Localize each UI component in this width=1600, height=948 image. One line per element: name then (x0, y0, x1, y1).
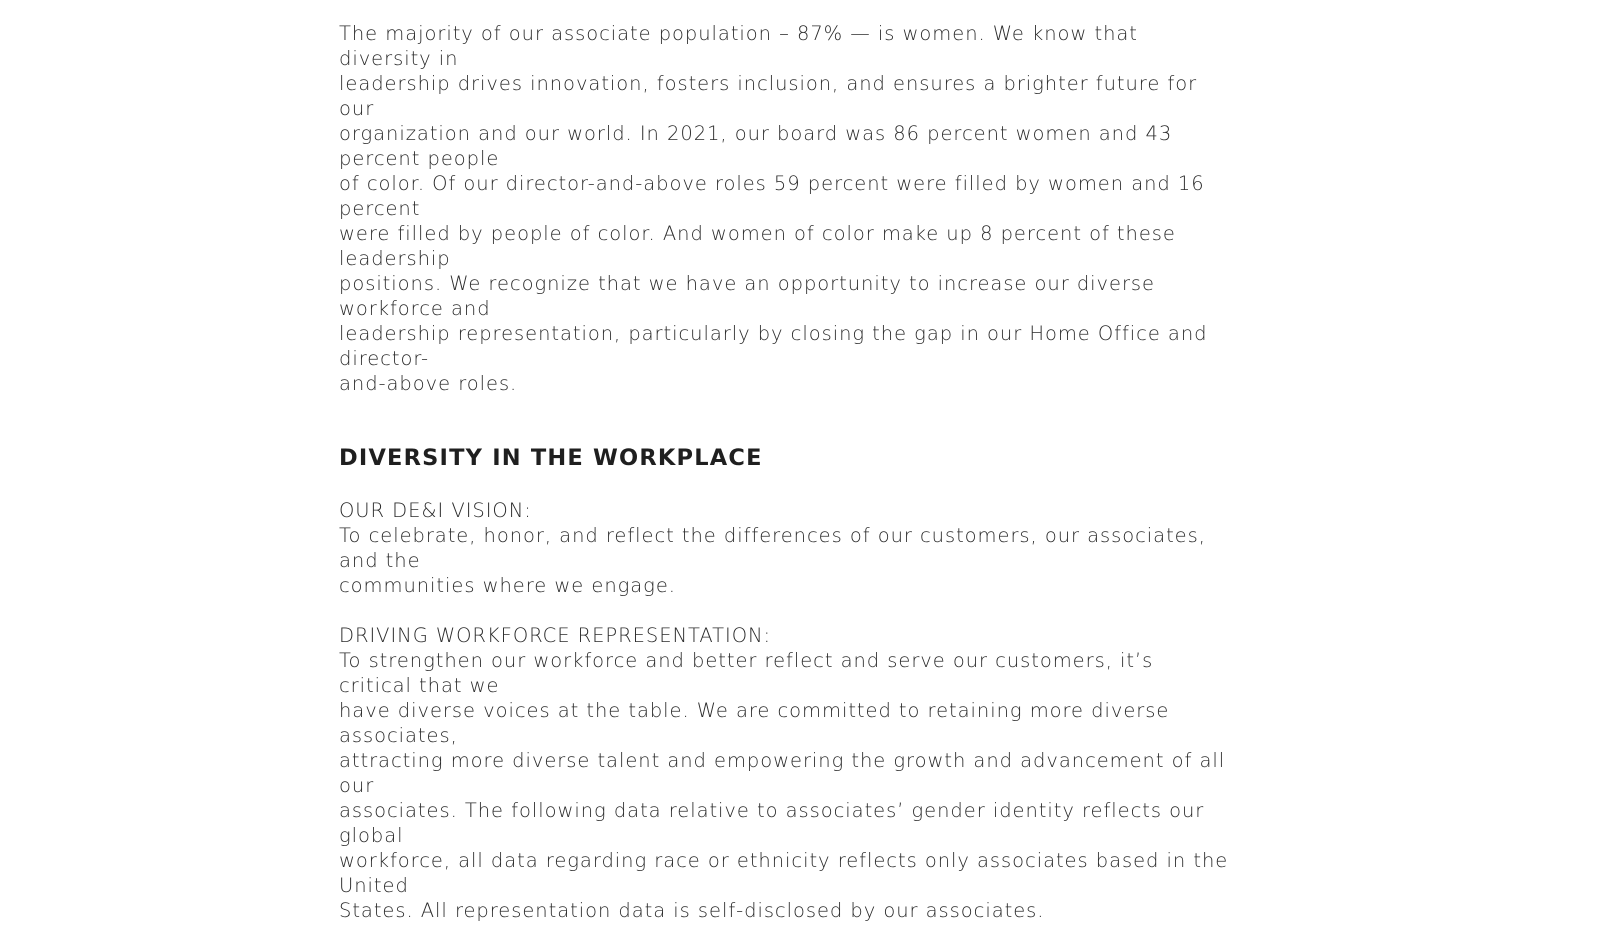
representation-block (339, 623, 1229, 923)
intro-paragraph: The majority of our associate population – 87% — is women. We know that diversity in leadership drives innovation, fosters inclusion, and ensures a brighter future for our organization and our world. In 2021, our board was 86 percent women and 43 percent people of color. Of our director-and-above roles 59 percent were filled by women and 16 percent were filled by people of color. And women of color make up 8 percent of these leadership positions. We recognize that we have an opportunity to increase our diverse workforce and leadership representation, particularly by closing the gap in our Home Office and director- and-above roles. (339, 22, 1208, 395)
vision-label: OUR DE&I VISION: (339, 499, 532, 522)
vision-block (339, 498, 1229, 598)
representation-text: To strengthen our workforce and better reflect and serve our customers, it’s critical that we have diverse voices at the table. We are committed to retaining more diverse associates, attracting more diverse talent and empowering the growth and advancement of all our associates. The following data relative to associates’ gender identity reflects our global workforce, all data regarding race or ethnicity reflects only associates based in the United States. All representation data is self-disclosed by our associates. (339, 649, 1229, 922)
vision-text: To celebrate, honor, and reflect the differences of our customers, our associates, and the communities where we engage. (339, 524, 1206, 597)
representation-label: DRIVING WORKFORCE REPRESENTATION: (339, 624, 772, 647)
document-content (339, 21, 1229, 948)
section-heading: DIVERSITY IN THE WORKPLACE (339, 445, 763, 471)
